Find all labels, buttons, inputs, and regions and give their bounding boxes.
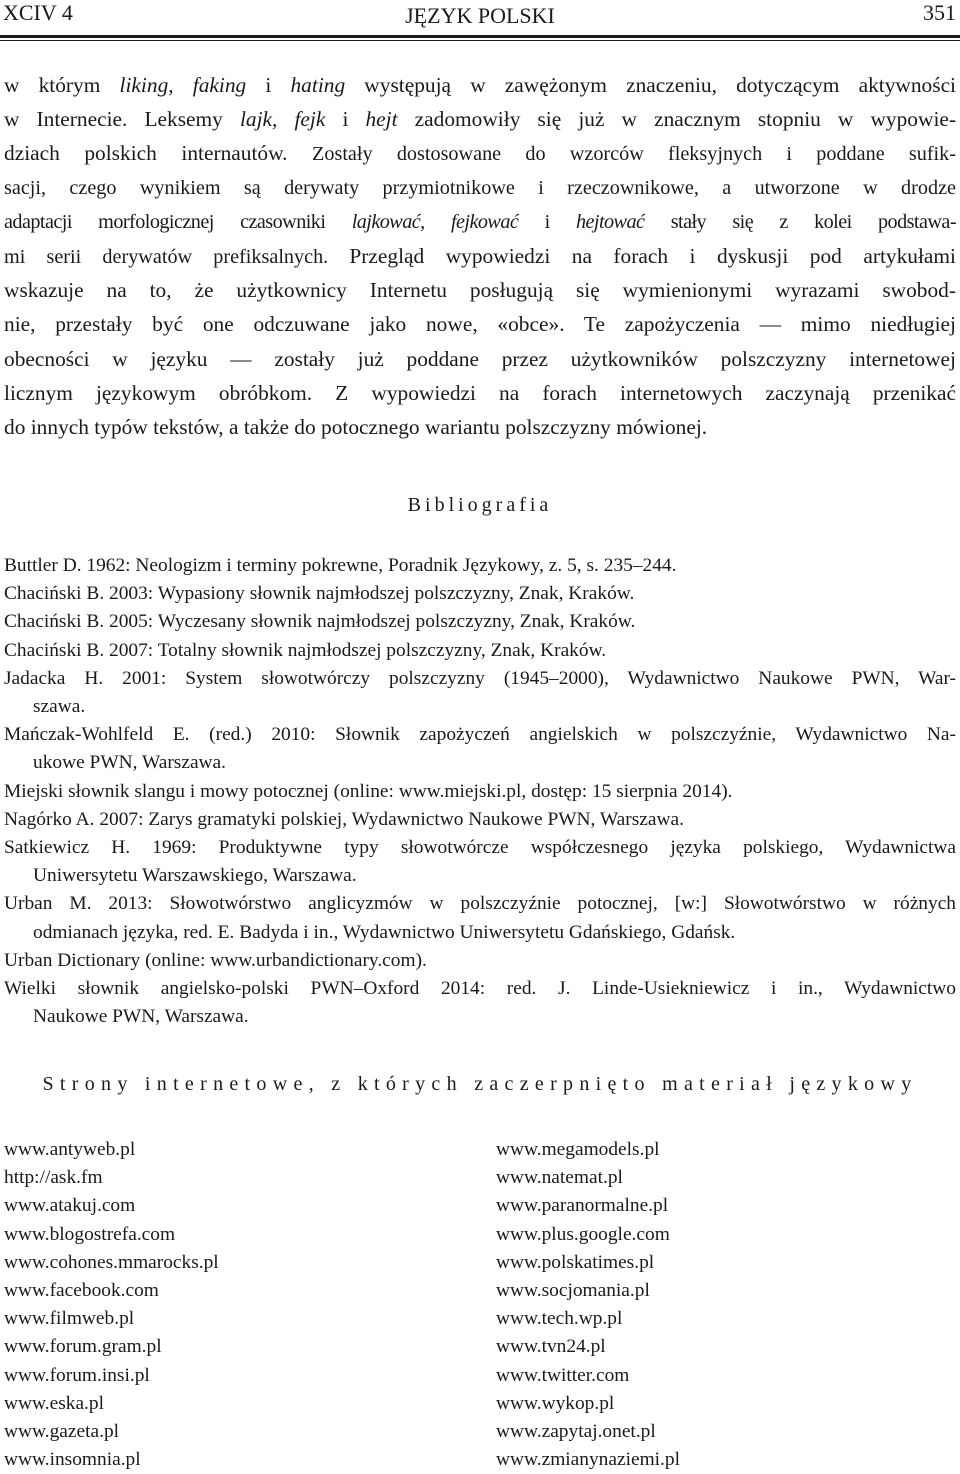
paragraph-line: licznym językowym obróbkom. Z wypowiedzi na forach internetowych zaczynają przenikać [4,380,956,405]
paragraph-line [4,205,956,239]
italic-term: lajkować [351,210,421,233]
website-item: www.gazeta.pl [4,1421,120,1443]
text-run: Zostały dostosowane do wzorców fleksyjnych i poddane sufik- [312,143,956,166]
website-item: www.natemat.pl [496,1167,623,1189]
running-header [0,0,960,34]
entry-line: Nagórko A. 2007: Zarys gramatyki polskiej, Wydawnictwo Naukowe PWN, Warszawa. [4,808,684,830]
bibliography-entry [4,834,956,890]
text-run: adaptacji morfologicznej czasowniki [4,210,352,233]
bibliography-entry [4,665,956,721]
bibliography-entry [4,890,956,946]
paragraph-line [4,239,956,273]
bibliography-list [4,552,956,1031]
website-item: www.antyweb.pl [4,1139,136,1160]
website-item: www.cohones.mmarocks.pl [4,1251,219,1273]
entry-line: Miejski słownik slangu i mowy potocznej (online: www.miejski.pl, dostęp: 15 sierpnia 2014). [4,780,733,802]
text-run: , [420,210,451,233]
paragraph-line [4,102,956,136]
text-run: Przegląd wypowiedzi na forach i dyskusji pod artykułami [349,243,956,268]
entry-line: Jadacka H. 2001: System słowotwórczy polszczyzny (1945–2000), Wydawnictwo Naukowe PWN, War- [4,667,956,689]
entry-line: Wielki słownik angielsko-polski PWN–Oxford 2014: red. J. Linde-Usiekniewicz i in., Wydawnictwo [4,978,956,1000]
website-item: www.megamodels.pl [496,1139,660,1160]
website-item: www.zmianynaziemi.pl [496,1449,680,1471]
italic-term: liking, faking [119,73,247,97]
italic-term: hejtować [575,210,645,233]
website-item: http://ask.fm [4,1167,103,1189]
website-item: www.zapytaj.onet.pl [496,1421,656,1443]
entry-line: Urban Dictionary (online: www.urbandictionary.com). [4,949,427,971]
bibliography-entry [4,580,956,608]
bibliography-entry [4,552,956,580]
entry-continuation: ukowe PWN, Warszawa. [33,752,227,774]
volume-issue: XCIV 4 [3,0,73,25]
website-item: www.atakuj.com [4,1195,136,1217]
journal-title: JĘZYK POLSKI [405,3,555,28]
website-item: www.twitter.com [496,1364,630,1386]
bibliography-entry [4,637,956,665]
bibliography-entry [4,975,956,1031]
text-run: występują w zawężonym znaczeniu, dotyczącym aktywności [345,73,957,97]
entry-continuation: szawa. [33,696,86,718]
text-run: w którym [4,73,120,97]
website-item: www.tech.wp.pl [496,1308,623,1330]
entry-continuation: Naukowe PWN, Warszawa. [33,1006,249,1028]
website-item: www.facebook.com [4,1280,159,1302]
paragraph-line: nie, przestały być one odczuwane jako nowe, «obce». Te zapożyczenia — mimo niedługiej [4,312,956,337]
paragraph-line [4,68,956,102]
text-run: stały się z kolei podstawa- [644,210,957,233]
entry-line: Chaciński B. 2003: Wypasiony słownik najmłodszej polszczyzny, Znak, Kraków. [4,583,635,605]
bibliography-entry [4,806,956,834]
websites-list-right [496,1136,680,1474]
paragraph-line: obecności w języku — zostały już poddane przez użytkowników polszczyzny internetowej [4,346,956,371]
italic-term: lajk, fejk [239,107,326,132]
website-item: www.wykop.pl [496,1392,615,1414]
entry-line: Buttler D. 1962: Neologizm i terminy pokrewne, Poradnik Językowy, z. 5, s. 235–244. [4,555,677,576]
italic-term: fejkować [450,210,519,233]
text-run: dziach polskich internautów. [4,141,313,166]
website-item: www.filmweb.pl [4,1308,135,1330]
bibliography-title: Bibliografia [407,494,553,516]
entry-continuation: Uniwersytetu Warszawskiego, Warszawa. [33,865,357,887]
entry-line: Chaciński B. 2007: Totalny słownik najmłodszej polszczyzny, Znak, Kraków. [4,639,607,661]
website-item: www.socjomania.pl [496,1280,650,1302]
websites-list-left [4,1136,219,1474]
bibliography-entry [4,608,956,636]
entry-line: Chaciński B. 2005: Wyczesany słownik najmłodszej polszczyzny, Znak, Kraków. [4,611,636,633]
website-item: www.eska.pl [4,1392,104,1414]
paragraph-line [4,136,956,170]
paragraph-line: do innych typów tekstów, a także do potocznego wariantu polszczyzny mówionej. [4,414,708,439]
text-run: w Internecie. Leksemy [4,107,240,132]
website-item: www.tvn24.pl [496,1336,606,1358]
paragraph-line: wskazuje na to, że użytkownicy Internetu posługują się wymienionymi wyrazami swobod- [4,278,956,303]
text-run: zadomowiły się już w znacznym stopniu w wypowie- [397,107,957,132]
website-item: www.insomnia.pl [4,1449,141,1471]
entry-line: Urban M. 2013: Słowotwórstwo anglicyzmów w polszczyźnie potocznej, [w:] Słowotwórstwo w różnych [4,893,956,915]
website-item: www.blogostrefa.com [4,1223,176,1245]
bibliography-entry [4,778,956,806]
entry-line: Satkiewicz H. 1969: Produktywne typy słowotwórcze współczesnego języka polskiego, Wydawnictwa [4,837,956,859]
page-number: 351 [923,0,956,25]
bibliography-entry [4,721,956,777]
text-run: i [325,107,366,132]
website-item: www.paranormalne.pl [496,1195,669,1217]
paragraph-line: sacji, czego wynikiem są derywaty przymiotnikowe i rzeczownikowe, a utworzone w drodze [4,176,956,199]
websites-title: Strony internetowe, z których zaczerpnięto materiał językowy [42,1073,918,1095]
website-item: www.forum.gram.pl [4,1336,162,1358]
italic-term: hejt [365,107,398,132]
website-item: www.plus.google.com [496,1223,670,1245]
text-run: i [246,73,291,97]
header-rule-thick [0,35,960,38]
body-paragraph [4,68,956,444]
website-item: www.polskatimes.pl [496,1251,655,1273]
entry-line: Mańczak-Wohlfeld E. (red.) 2010: Słownik zapożyczeń angielskich w polszczyźnie, Wydawnictwo Na- [4,724,956,746]
entry-continuation: odmianach języka, red. E. Badyda i in., Wydawnictwo Uniwersytetu Gdańskiego, Gdańsk. [33,921,736,943]
text-run: i [518,210,576,233]
header-rule-thin [0,40,960,41]
italic-term: hating [290,73,346,97]
bibliography-entry [4,947,956,975]
website-item: www.forum.insi.pl [4,1364,150,1386]
text-run: mi serii derywatów prefiksalnych. [4,245,350,268]
